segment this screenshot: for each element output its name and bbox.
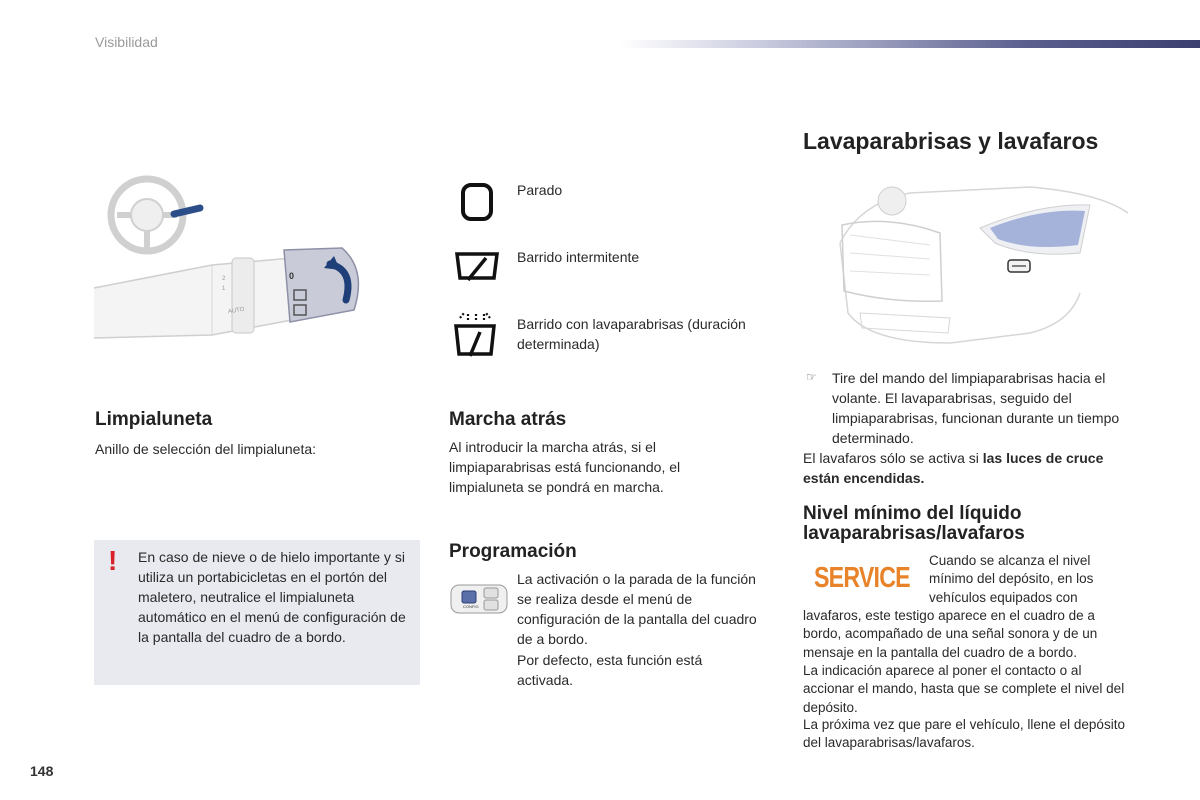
config-button-illustration bbox=[450, 582, 510, 616]
washer-instruction: Tire del mando del limpiaparabrisas hacia el volante. El lavaparabrisas, seguido del limpiaparabrisas, funcionan durante un tiempo determinado. bbox=[832, 370, 1120, 446]
lever-label-off: 0 bbox=[289, 271, 295, 281]
level-text-para2: La indicación aparece al poner el contacto o al accionar el mando, hasta que se complete el nivel del depósito. bbox=[803, 663, 1125, 715]
programming-default-text: Por defecto, esta función está activada. bbox=[517, 652, 703, 688]
car-front-illustration bbox=[830, 183, 1130, 363]
lever-label-auto: AUTO bbox=[227, 306, 245, 316]
washer-note-bold: las luces de cruce están encendidas. bbox=[803, 450, 1104, 486]
reverse-text: Al introducir la marcha atrás, si el limpiaparabrisas está funcionando, el limpialuneta se pondrá en marcha. bbox=[449, 439, 681, 495]
warning-text: En caso de nieve o de hielo importante y si utiliza un portabicicletas en el portón del maletero, neutralice el limpialuneta automático en el menú de configuración de la pantalla del cuadro de a bordo. bbox=[138, 549, 406, 645]
section-title: Visibilidad bbox=[95, 34, 158, 50]
level-title-line2: lavaparabrisas/lavafaros bbox=[803, 523, 1025, 544]
rear-wiper-text: Anillo de selección del limpialuneta: bbox=[95, 441, 317, 457]
mode-label-off: Parado bbox=[517, 182, 563, 198]
programming-text: La activación o la parada de la función se realiza desde el menú de configuración de la pantalla del cuadro de a bordo. bbox=[517, 571, 757, 647]
header-bar bbox=[620, 40, 1200, 48]
wiper-off-icon bbox=[459, 182, 495, 222]
page-number: 148 bbox=[30, 763, 54, 779]
programming-title: Programación bbox=[449, 541, 577, 562]
washer-note-prefix: El lavafaros sólo se activa si bbox=[803, 450, 983, 466]
lever-label-2: 2 bbox=[222, 276, 226, 282]
rear-wiper-title: Limpialuneta bbox=[95, 409, 213, 430]
level-line-3: vehículos equipados con bbox=[929, 589, 1078, 605]
washer-note bbox=[803, 448, 1123, 488]
warning-icon: ! bbox=[108, 545, 118, 576]
mode-label-intermittent: Barrido intermitente bbox=[517, 249, 640, 265]
washer-title: Lavaparabrisas y lavafaros bbox=[803, 128, 1099, 154]
level-text-rest: lavafaros, este testigo aparece en el cuadro de a bordo, acompañado de una señal sonora y de un mensaje en la pantalla del cuadro de a bordo. bbox=[803, 608, 1098, 660]
level-title bbox=[803, 504, 1025, 544]
level-line-2: mínimo del depósito, en los bbox=[929, 571, 1094, 587]
lever-label-1: 1 bbox=[222, 286, 226, 292]
level-text-para3: La próxima vez que pare el vehículo, llene el depósito del lavaparabrisas/lavafaros. bbox=[803, 717, 1125, 751]
config-button-label: CONFIG bbox=[463, 604, 479, 609]
level-line-1: Cuando se alcanza el nivel bbox=[929, 553, 1091, 568]
wiper-lever-illustration bbox=[92, 170, 374, 350]
bullet-icon: ☞ bbox=[806, 370, 817, 384]
wiper-washer-icon bbox=[452, 310, 498, 360]
service-warning-icon: SERVICE bbox=[814, 562, 910, 594]
wiper-intermittent-icon bbox=[454, 250, 500, 284]
mode-label-washer: Barrido con lavaparabrisas (duración determinada) bbox=[517, 316, 746, 352]
reverse-title: Marcha atrás bbox=[449, 409, 567, 430]
level-title-line1: Nivel mínimo del líquido bbox=[803, 503, 1022, 524]
level-text-lines bbox=[929, 552, 1119, 607]
